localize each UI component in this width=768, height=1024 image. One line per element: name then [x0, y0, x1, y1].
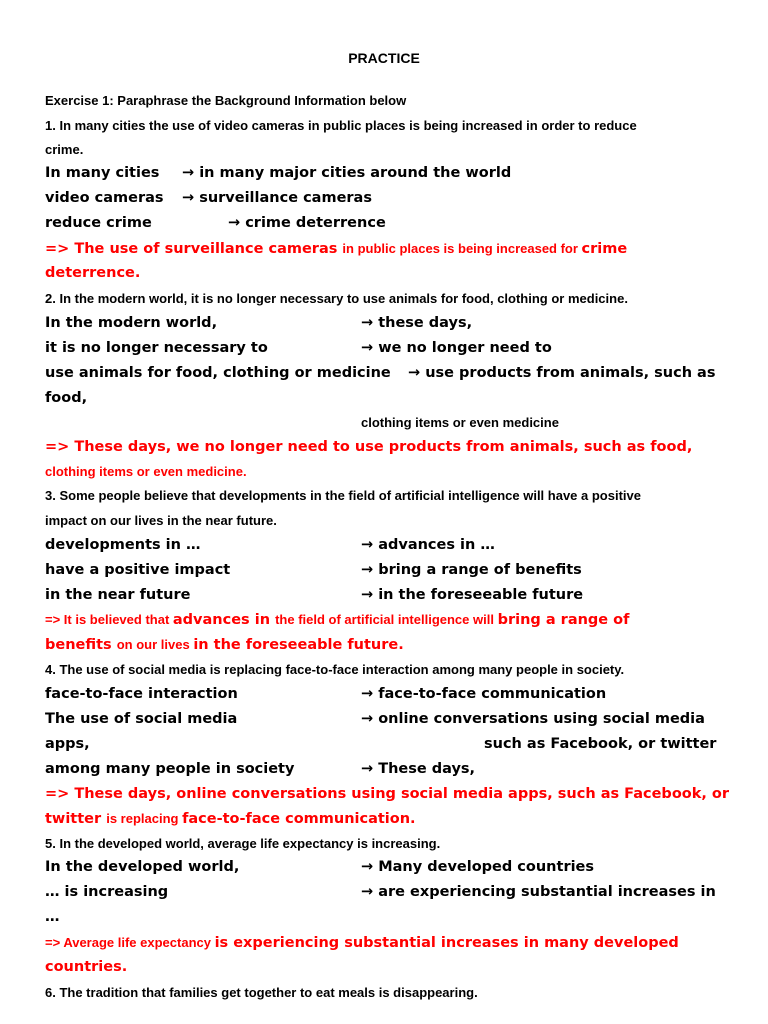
q2-answer-line-2: clothing items or even medicine.	[45, 464, 247, 479]
q4-pair-2-original: The use of social media	[45, 711, 238, 727]
q3-answer-part: bring a range of	[497, 612, 630, 628]
question-6: 6. The tradition that families get together to eat meals is disappearing.	[45, 985, 478, 1000]
q4-continuation-left: apps,	[45, 736, 90, 752]
q4-pair-3-original: among many people in society	[45, 761, 295, 777]
question-5: 5. In the developed world, average life expectancy is increasing.	[45, 836, 441, 851]
q1-pair-1-paraphrase: → in many major cities around the world	[182, 165, 512, 181]
q1-pair-3-original: reduce crime	[45, 215, 152, 231]
q2-answer-line-1: => These days, we no longer need to use products from animals, such as food,	[45, 439, 693, 455]
question-3-line-1: 3. Some people believe that developments in the field of artificial intelligence will have a positive	[45, 488, 641, 503]
q5-answer-part: is experiencing substantial increases in many developed	[214, 935, 679, 951]
q5-pair-2-original: … is increasing	[45, 884, 169, 900]
q5-answer-line-1	[45, 934, 679, 952]
q5-continuation: …	[45, 909, 60, 925]
q4-answer-part: twitter	[45, 811, 107, 827]
q1-pair-1-original: In many cities	[45, 165, 160, 181]
q3-answer-part: the field of artificial intelligence will	[275, 612, 498, 627]
q4-continuation-right: such as Facebook, or twitter	[484, 736, 717, 752]
q2-continuation: food,	[45, 390, 88, 406]
q5-answer-part: => Average life expectancy	[45, 935, 215, 950]
q1-pair-3-paraphrase: → crime deterrence	[228, 215, 386, 231]
question-1-line-2: crime.	[45, 142, 84, 157]
q3-pair-3-original: in the near future	[45, 587, 191, 603]
q3-answer-part: on our lives	[116, 637, 194, 652]
q2-pair-3-paraphrase: → use products from animals, such as	[408, 365, 716, 381]
q1-answer-line-1	[45, 240, 627, 258]
q3-pair-1-paraphrase: → advances in …	[361, 537, 495, 553]
q5-answer-line-2: countries.	[45, 959, 128, 975]
q3-answer-part: advances in	[172, 612, 276, 628]
q4-answer-line-2	[45, 810, 416, 828]
q2-pair-1-paraphrase: → these days,	[361, 315, 473, 331]
q1-answer-part: crime	[581, 241, 628, 257]
exercise-heading: Exercise 1: Paraphrase the Background Information below	[45, 93, 407, 108]
q5-pair-2-paraphrase: → are experiencing substantial increases in	[361, 884, 716, 900]
q3-answer-line-1	[45, 611, 629, 629]
question-1-line-1: 1. In many cities the use of video cameras in public places is being increased in order to reduce	[45, 118, 637, 133]
q1-pair-2-paraphrase: → surveillance cameras	[182, 190, 372, 206]
q4-answer-part: is replacing	[106, 811, 183, 826]
q3-pair-2-original: have a positive impact	[45, 562, 231, 578]
q5-pair-1-original: In the developed world,	[45, 859, 240, 875]
q4-pair-1-paraphrase: → face-to-face communication	[361, 686, 607, 702]
q2-pair-1-original: In the modern world,	[45, 315, 218, 331]
question-2: 2. In the modern world, it is no longer necessary to use animals for food, clothing or medicine.	[45, 291, 628, 306]
q3-pair-3-paraphrase: → in the foreseeable future	[361, 587, 584, 603]
page-title: PRACTICE	[348, 50, 420, 66]
q2-pair-3-original: use animals for food, clothing or medicine	[45, 365, 391, 381]
q3-answer-part: in the foreseeable future.	[193, 637, 404, 653]
q3-answer-line-2	[45, 636, 404, 654]
q2-pair-2-paraphrase: → we no longer need to	[361, 340, 552, 356]
question-4: 4. The use of social media is replacing face-to-face interaction among many people in society.	[45, 662, 625, 677]
q3-pair-1-original: developments in …	[45, 537, 201, 553]
q3-answer-part: benefits	[45, 637, 117, 653]
q4-answer-part: face-to-face communication.	[182, 811, 416, 827]
q2-continuation-2: clothing items or even medicine	[361, 415, 559, 430]
q4-pair-3-paraphrase: → These days,	[361, 761, 476, 777]
q1-answer-part: => The use of surveillance cameras	[45, 241, 343, 257]
q4-pair-2-paraphrase: → online conversations using social media	[361, 711, 705, 727]
q3-pair-2-paraphrase: → bring a range of benefits	[361, 562, 582, 578]
q4-answer-line-1: => These days, online conversations using social media apps, such as Facebook, or	[45, 786, 730, 802]
q1-answer-part: in public places is being increased for	[342, 241, 582, 256]
q1-answer-line-2: deterrence.	[45, 265, 141, 281]
q3-answer-part: => It is believed that	[45, 612, 173, 627]
question-3-line-2: impact on our lives in the near future.	[45, 513, 277, 528]
q2-pair-2-original: it is no longer necessary to	[45, 340, 268, 356]
q4-pair-1-original: face-to-face interaction	[45, 686, 238, 702]
q1-pair-2-original: video cameras	[45, 190, 164, 206]
q5-pair-1-paraphrase: → Many developed countries	[361, 859, 595, 875]
